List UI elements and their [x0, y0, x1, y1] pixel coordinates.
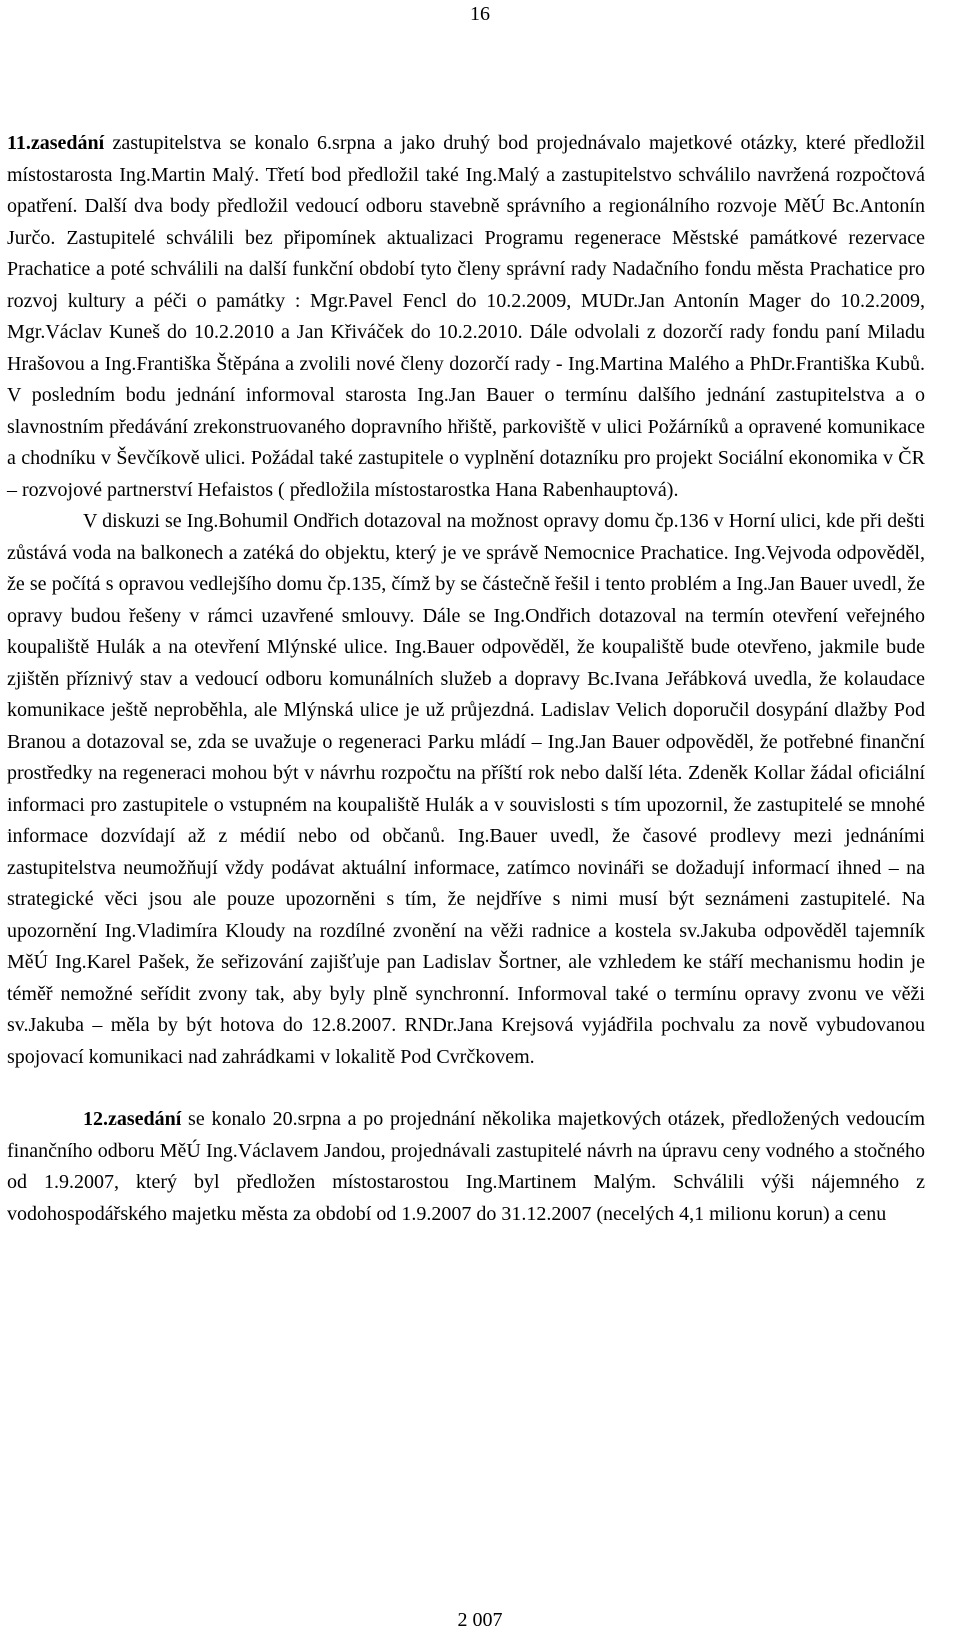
paragraph-11th-session — [7, 128, 925, 506]
session-heading-12: 12.zasedání — [83, 1108, 182, 1130]
footer-year: 2 007 — [457, 1609, 503, 1631]
paragraph-discussion — [7, 506, 925, 1073]
discussion-text: V diskuzi se Ing.Bohumil Ondřich dotazoval na možnost opravy domu čp.136 v Horní ulici, kde při dešti zůstává voda na balkonech a zatéká do objektu, který je ve správě Nemocnice Prachatice. Ing.Vejvoda odpověděl, že se počítá s opravou vedlejšího domu čp.135, čímž by se částečně řešil i tento problém a Ing.Jan Bauer uvedl, že opravy budou řešeny v rámci uzavřené smlouvy. Dále se Ing.Ondřich dotazoval na termín otevření veřejného koupaliště Hulák a na otevření Mlýnské ulice. Ing.Bauer odpověděl, že koupaliště bude otevřeno, jakmile bude zjištěn příznivý stav a vedoucí odboru komunálních služeb a dopravy Bc.Ivana Jeřábková uvedla, že kolaudace komunikace ještě neproběhla, ale Mlýnská ulice je už průjezdná. Ladislav Velich doporučil dosypání dlažby Pod Branou a dotazoval se, zda se uvažuje o regeneraci Parku mládí – Ing.Jan Bauer odpověděl, že potřebné finanční prostředky na regeneraci mohou být v návrhu rozpočtu na příští rok nebo další léta. Zdeněk Kollar žádal oficiální informaci pro zastupitele o vstupném na koupaliště Hulák a v souvislosti s tím upozornil, že zastupitelé se mnohé informace dozvídají až z médií nebo od občanů. Ing.Bauer uvedl, že časové prodlevy mezi jednáními zastupitelstva neumožňují vždy podávat aktuální informace, zatímco novináři se dožadují informací ihned – na strategické věci jsou ale pouze upozorněni s tím, že nejdříve s nimi musí být seznámeni zastupitelé. Na upozornění Ing.Vladimíra Kloudy na rozdílné zvonění na věži radnice a kostela sv.Jakuba odpověděl tajemník MěÚ Ing.Karel Pašek, že seřizování zajišťuje pan Ladislav Šortner, ale vzhledem ke stáří mechanismu hodin je téměř nemožné seřídit zvony tak, aby byly plně synchronní. Informoval také o termínu opravy zvonu ve věži sv.Jakuba – měla by být hotova do 12.8.2007. RNDr.Jana Krejsová vyjádřila pochvalu za nově vybudovanou spojovací komunikaci nad zahrádkami v lokalitě Pod Cvrčkovem. — [7, 510, 925, 1068]
session-heading-11: 11.zasedání — [7, 132, 105, 154]
document-body — [7, 128, 925, 1230]
paragraph-12th-session — [7, 1104, 925, 1230]
paragraph-11-text: zastupitelstva se konalo 6.srpna a jako druhý bod projednávalo majetkové otázky, které předložil místostarosta Ing.Martin Malý. Třetí bod předložil také Ing.Malý a zastupitelstvo schválilo navržená rozpočtová opatření. Další dva body předložil vedoucí odboru stavebně správního a regionálního rozvoje MěÚ Bc.Antonín Jurčo. Zastupitelé schválili bez připomínek aktualizaci Programu regenerace Městské památkové rezervace Prachatice a poté schválili na další funkční období tyto členy správní rady Nadačního fondu města Prachatice pro rozvoj kultury a péči o památky : Mgr.Pavel Fencl do 10.2.2009, MUDr.Jan Antonín Mager do 10.2.2009, Mgr.Václav Kuneš do 10.2.2010 a Jan Křiváček do 10.2.2010. Dále odvolali z dozorčí rady fondu paní Miladu Hrašovou a Ing.Františka Štěpána a zvolili nové členy dozorčí rady - Ing.Martina Malého a PhDr.Františka Kubů. V posledním bodu jednání informoval starosta Ing.Jan Bauer o termínu dalšího jednání zastupitelstva a o slavnostním předávání zrekonstruovaného dopravního hřiště, parkoviště v ulici Požárníků a opravené komunikace a chodníku v Ševčíkově ulici. Požádal také zastupitele o vyplnění dotazníku pro projekt Sociální ekonomika v ČR – rozvojové partnerství Hefaistos ( předložila místostarostka Hana Rabenhauptová). — [7, 132, 925, 501]
paragraph-12-text: se konalo 20.srpna a po projednání několika majetkových otázek, předložených vedoucím finančního odboru MěÚ Ing.Václavem Jandou, projednávali zastupitelé návrh na úpravu ceny vodného a stočného od 1.9.2007, který byl předložen místostarostou Ing.Martinem Malým. Schválili výši nájemného z vodohospodářského majetku města za období od 1.9.2007 do 31.12.2007 (necelých 4,1 milionu korun) a cenu — [7, 1108, 925, 1225]
page-number: 16 — [470, 3, 490, 25]
